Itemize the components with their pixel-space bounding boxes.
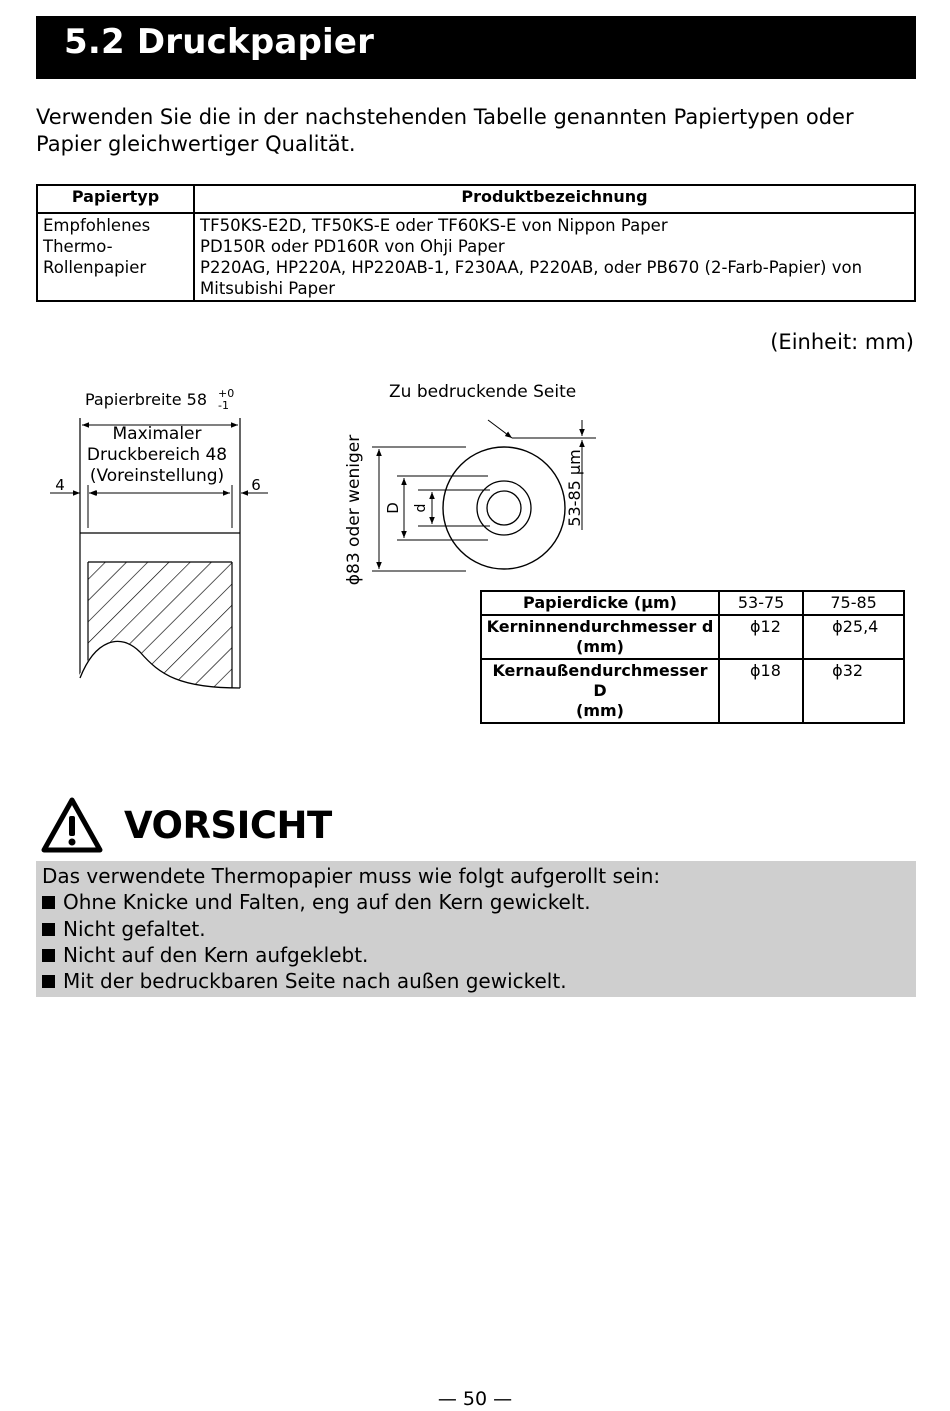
bullet-square-icon	[42, 896, 55, 909]
core-dimension-table	[480, 590, 905, 724]
list-item	[42, 968, 910, 994]
row-label-unit: (mm)	[576, 701, 624, 720]
paper-type-line: Empfohlenes	[43, 216, 151, 235]
unit-note: (Einheit: mm)	[770, 330, 914, 354]
paper-type-line: Thermo-	[43, 237, 113, 256]
bullet-square-icon	[42, 949, 55, 962]
thickness-label: 53-85 μm	[565, 449, 584, 527]
caution-intro: Das verwendete Thermopapier muss wie folgt aufgerollt sein:	[42, 864, 661, 888]
intro-paragraph: Verwenden Sie die in der nachstehenden Tabelle genannten Papiertypen oder Papier gleichwertiger Qualität.	[36, 105, 854, 156]
caution-title: VORSICHT	[124, 804, 332, 847]
product-line: PD150R oder PD160R von Ohji Paper	[200, 237, 505, 256]
warning-triangle-icon	[40, 796, 104, 854]
page-number: — 50 —	[437, 1388, 513, 1410]
table-header-row	[481, 591, 904, 615]
bullet-square-icon	[42, 975, 55, 988]
caution-item-text: Nicht auf den Kern aufgeklebt.	[63, 942, 369, 967]
product-line: P220AG, HP220A, HP220AB-1, F230AA, P220AB, oder PB670 (2-Farb-Papier) von	[200, 258, 863, 277]
section-title: 5.2 Druckpapier	[64, 22, 375, 62]
inner-core-value-1: ϕ12	[719, 615, 803, 659]
thickness-header: Papierdicke (μm)	[481, 591, 719, 615]
print-side-label: Zu bedruckende Seite	[389, 382, 577, 402]
row-label-unit: (mm)	[576, 637, 624, 656]
column-header-thickness-1: 53-75	[719, 591, 803, 615]
paper-width-label: Papierbreite 58	[85, 390, 207, 409]
caution-box	[36, 861, 916, 997]
roll-outer	[443, 447, 565, 569]
table-row	[481, 659, 904, 723]
caution-item-text: Ohne Knicke und Falten, eng auf den Kern gewickelt.	[63, 890, 591, 915]
print-side-arrow	[488, 420, 512, 438]
outer-core-label: D	[384, 502, 402, 514]
list-item	[42, 889, 910, 915]
tolerance-lower: -1	[218, 399, 229, 412]
tolerance-upper: +0	[218, 387, 235, 400]
section-header	[36, 16, 916, 79]
max-diameter-label: ϕ83 oder weniger	[344, 434, 364, 586]
row-label-line: Kernaußendurchmesser D	[492, 661, 708, 700]
bullet-square-icon	[42, 923, 55, 936]
column-header-paper-type: Papiertyp	[37, 185, 194, 213]
list-item	[42, 942, 910, 968]
inner-core-value-2: ϕ25,4	[803, 615, 904, 659]
core-outer	[477, 481, 531, 535]
list-item	[42, 916, 910, 942]
caution-item-text: Nicht gefaltet.	[63, 916, 206, 941]
product-line: TF50KS-E2D, TF50KS-E oder TF60KS-E von Nippon Paper	[200, 216, 668, 235]
table-header-row	[37, 185, 915, 213]
left-margin-value: 4	[55, 476, 65, 494]
column-header-product: Produktbezeichnung	[194, 185, 915, 213]
print-area-line: (Voreinstellung)	[89, 466, 225, 486]
outer-core-value-2: ϕ32	[803, 659, 904, 723]
product-line: Mitsubishi Paper	[200, 279, 336, 298]
print-area-line: Maximaler	[112, 424, 202, 444]
inner-core-row-label	[481, 615, 719, 659]
paper-type-table	[36, 184, 916, 302]
paper-type-cell	[37, 213, 194, 301]
paper-type-line: Rollenpapier	[43, 258, 147, 277]
core-inner	[487, 491, 521, 525]
caution-item-text: Mit der bedruckbaren Seite nach außen gewickelt.	[63, 969, 567, 994]
print-area-line: Druckbereich 48	[86, 445, 228, 465]
row-label-line: Kerninnendurchmesser d	[486, 617, 714, 636]
outer-core-row-label	[481, 659, 719, 723]
right-margin-value: 6	[251, 476, 261, 494]
product-cell	[194, 213, 915, 301]
column-header-thickness-2: 75-85	[803, 591, 904, 615]
outer-core-value-1: ϕ18	[719, 659, 803, 723]
table-row	[481, 615, 904, 659]
inner-core-label: d	[413, 503, 429, 513]
table-row	[37, 213, 915, 301]
